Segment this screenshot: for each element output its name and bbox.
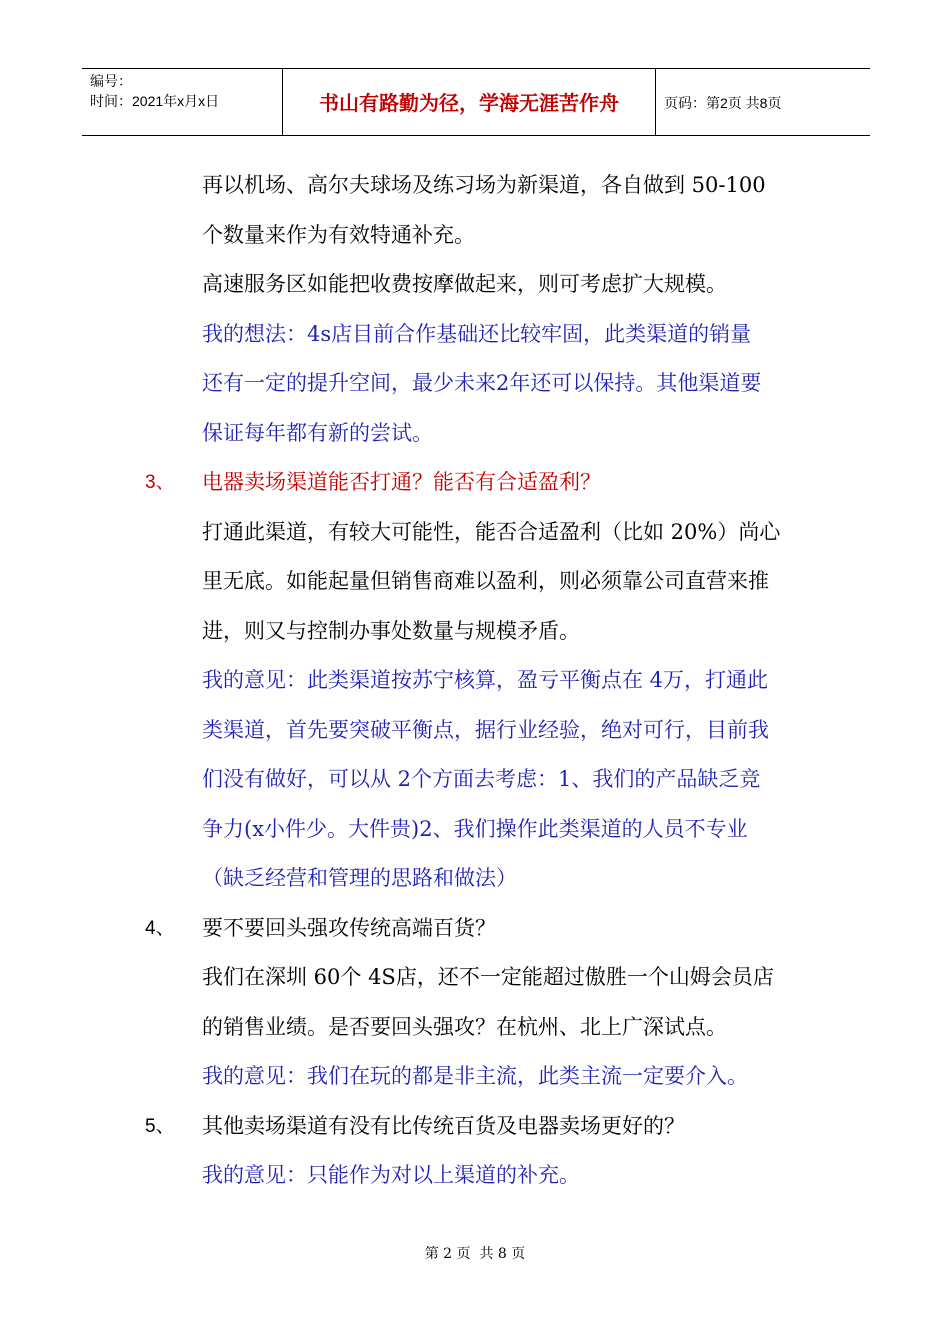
body-line: 类渠道，首先要突破平衡点，据行业经验，绝对可行，目前我 bbox=[202, 718, 769, 742]
body-line: 里无底。如能起量但销售商难以盈利，则必须靠公司直营来推 bbox=[202, 569, 769, 593]
header-meta-cell bbox=[82, 69, 282, 135]
body-line: 们没有做好，可以从 2个方面去考虑：1、我们的产品缺乏竞 bbox=[202, 767, 761, 791]
body-line: 还有一定的提升空间，最少未来2年还可以保持。其他渠道要 bbox=[202, 371, 762, 395]
body-line: 进，则又与控制办事处数量与规模矛盾。 bbox=[202, 619, 580, 643]
numbered-heading: 其他卖场渠道有没有比传统百货及电器卖场更好的？ bbox=[202, 1114, 685, 1138]
body-line: 个数量来作为有效特通补充。 bbox=[202, 223, 475, 247]
list-number: 5、 bbox=[145, 1116, 175, 1137]
body-line: 我的意见：只能作为对以上渠道的补充。 bbox=[202, 1163, 580, 1187]
body-line: 争力(x小件少。大件贵)2、我们操作此类渠道的人员不专业 bbox=[202, 817, 748, 841]
list-number: 4、 bbox=[145, 918, 175, 939]
body-line: 我的意见：我们在玩的都是非主流，此类主流一定要介入。 bbox=[202, 1064, 748, 1088]
page-footer: 第 2 页 共 8 页 bbox=[424, 1246, 526, 1262]
header-date-label: 时间：2021年x月x日 bbox=[90, 93, 220, 109]
body-line: 保证每年都有新的尝试。 bbox=[202, 421, 433, 445]
body-line: 的销售业绩。是否要回头强攻？在杭州、北上广深试点。 bbox=[202, 1015, 727, 1039]
body-line: 再以机场、高尔夫球场及练习场为新渠道，各自做到 50-100 bbox=[202, 173, 766, 197]
header-page-cell bbox=[656, 69, 870, 135]
body-line: （缺乏经营和管理的思路和做法） bbox=[202, 866, 517, 890]
header-page-info: 页码：第2页 共8页 bbox=[664, 95, 782, 111]
body-line: 高速服务区如能把收费按摩做起来，则可考虑扩大规模。 bbox=[202, 272, 727, 296]
numbered-heading: 要不要回头强攻传统高端百货？ bbox=[202, 916, 496, 940]
body-line: 我的意见：此类渠道按苏宁核算，盈亏平衡点在 4万，打通此 bbox=[202, 668, 769, 692]
header-motto: 书山有路勤为径，学海无涯苦作舟 bbox=[319, 91, 619, 115]
list-number: 3、 bbox=[145, 472, 175, 493]
numbered-heading: 电器卖场渠道能否打通？能否有合适盈利？ bbox=[202, 470, 601, 494]
header-number-label: 编号： bbox=[90, 73, 132, 89]
page-header bbox=[82, 68, 870, 136]
body-line: 我的想法：4s店目前合作基础还比较牢固，此类渠道的销量 bbox=[202, 322, 752, 346]
header-motto-cell bbox=[282, 69, 656, 135]
body-line: 打通此渠道，有较大可能性，能否合适盈利（比如 20%）尚心 bbox=[202, 520, 781, 544]
body-line: 我们在深圳 60个 4S店，还不一定能超过傲胜一个山姆会员店 bbox=[202, 965, 774, 989]
